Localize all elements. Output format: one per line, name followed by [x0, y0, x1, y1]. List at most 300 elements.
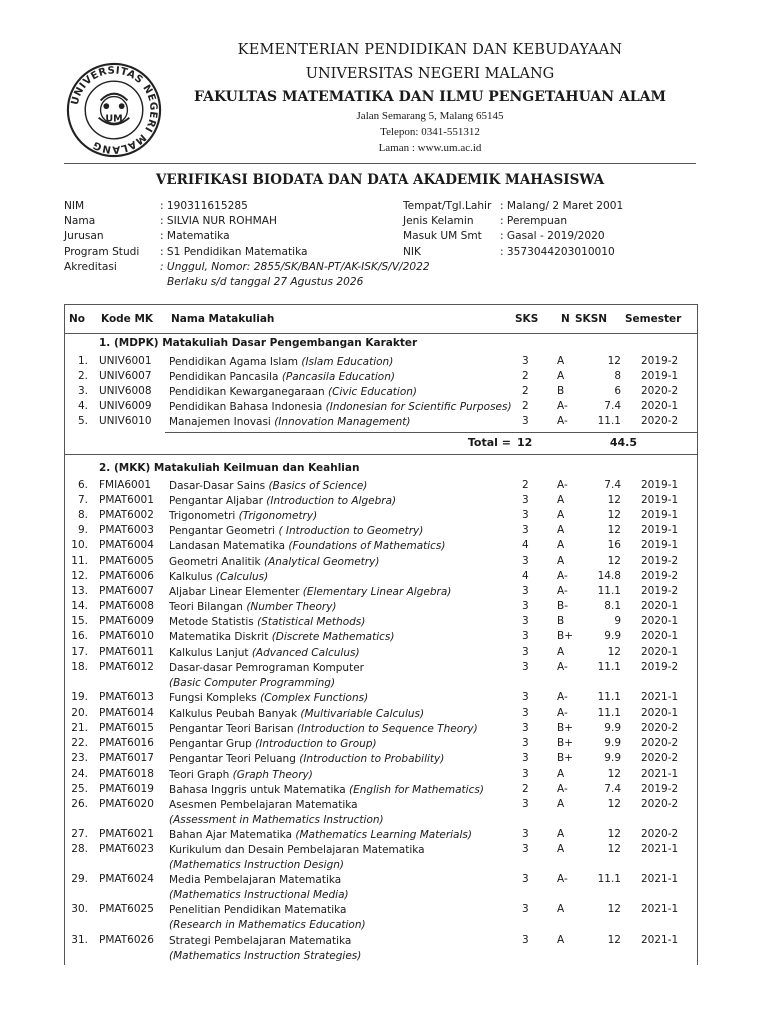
- cell-sks: 3: [522, 843, 529, 855]
- cell-nama: [169, 646, 514, 661]
- course-name-id: Bahan Ajar Matematika: [169, 829, 293, 841]
- bio-masuk: : Gasal - 2019/2020: [500, 230, 605, 242]
- cell-grade: A: [557, 509, 565, 521]
- course-name-id: Pengantar Teori Barisan: [169, 723, 294, 735]
- cell-kode: PMAT6011: [99, 646, 154, 658]
- course-name-en: (Elementary Linear Algebra): [302, 586, 452, 598]
- cell-sksn: 12: [607, 509, 621, 521]
- bio-ttl: : Malang/ 2 Maret 2001: [500, 200, 624, 212]
- cell-semester: 2020-1: [641, 615, 679, 627]
- cell-grade: A: [557, 494, 565, 506]
- cell-sksn: 16: [607, 539, 621, 551]
- cell-nama: [169, 524, 514, 539]
- cell-kode: PMAT6019: [99, 783, 154, 795]
- cell-no: 6.: [77, 479, 88, 491]
- cell-grade: A: [557, 555, 565, 567]
- course-name-id: Dasar-Dasar Sains: [169, 480, 266, 492]
- cell-nama: [169, 509, 514, 524]
- cell-semester: 2020-2: [641, 737, 679, 749]
- cell-sks: 3: [522, 494, 529, 506]
- cell-semester: 2020-2: [641, 798, 679, 810]
- cell-grade: A: [557, 798, 565, 810]
- table-header: [65, 305, 697, 334]
- cell-sks: 2: [522, 370, 529, 382]
- course-name-id: Media Pembelajaran Matematika: [169, 874, 342, 886]
- cell-semester: 2019-1: [641, 524, 679, 536]
- cell-kode: PMAT6008: [99, 600, 154, 612]
- document-title: VERIFIKASI BIODATA DAN DATA AKADEMIK MAHASISWA: [155, 172, 605, 188]
- cell-nama: [169, 934, 514, 964]
- bio-nim-label: NIM: [64, 200, 85, 212]
- cell-sks: 3: [522, 646, 529, 658]
- cell-sksn: 7.4: [604, 400, 621, 412]
- cell-sksn: 9.9: [604, 752, 621, 764]
- cell-no: 19.: [71, 691, 88, 703]
- course-name-en: (Trigonometry): [238, 510, 318, 522]
- cell-sks: 3: [522, 828, 529, 840]
- bio-akreditasi-label: Akreditasi: [64, 261, 117, 273]
- course-name-en: (Number Theory): [246, 601, 337, 613]
- cell-grade: A: [557, 768, 565, 780]
- cell-nama: [169, 370, 514, 385]
- cell-sks: 3: [522, 873, 529, 885]
- course-name-en: (Graph Theory): [232, 769, 313, 781]
- cell-sksn: 7.4: [604, 783, 621, 795]
- course-name-en: (Civic Education): [328, 386, 418, 398]
- cell-no: 22.: [71, 737, 88, 749]
- cell-sks: 3: [522, 691, 529, 703]
- total-label: Total =: [467, 436, 511, 449]
- cell-nama: [169, 600, 514, 615]
- cell-semester: 2021-1: [641, 768, 679, 780]
- cell-no: 20.: [71, 707, 88, 719]
- cell-nama: [169, 415, 514, 430]
- cell-kode: PMAT6007: [99, 585, 154, 597]
- course-name-en: (Introduction to Group): [255, 738, 377, 750]
- cell-grade: A-: [557, 783, 568, 795]
- cell-sksn: 12: [607, 768, 621, 780]
- cell-nama: [169, 479, 514, 494]
- course-name-id: Pendidikan Bahasa Indonesia: [169, 401, 323, 413]
- cell-grade: B: [557, 615, 565, 627]
- bio-nik-label: NIK: [403, 246, 421, 258]
- cell-nama: [169, 783, 514, 798]
- course-name-en: (Islam Education): [301, 356, 394, 368]
- cell-sksn: 12: [607, 555, 621, 567]
- bio-akreditasi: : Unggul, Nomor: 2855/SK/BAN-PT/AK-ISK/S/V/2022: [160, 261, 430, 273]
- cell-nama: [169, 737, 514, 752]
- course-name-id: Landasan Matematika: [169, 540, 286, 552]
- cell-grade: A-: [557, 873, 568, 885]
- section1-title: 1. (MDPK) Matakuliah Dasar Pengembangan Karakter: [99, 337, 418, 349]
- cell-nama: [169, 385, 514, 400]
- cell-sks: 3: [522, 415, 529, 427]
- cell-grade: A-: [557, 585, 568, 597]
- cell-no: 12.: [71, 570, 88, 582]
- cell-semester: 2019-2: [641, 661, 679, 673]
- cell-kode: UNIV6007: [99, 370, 152, 382]
- website: Laman : www.um.ac.id: [378, 142, 482, 154]
- th-sksn: SKSN: [575, 313, 608, 325]
- cell-semester: 2020-2: [641, 385, 679, 397]
- cell-kode: PMAT6005: [99, 555, 154, 567]
- course-name-id: Pendidikan Agama Islam: [169, 356, 298, 368]
- cell-semester: 2021-1: [641, 843, 679, 855]
- cell-nama: [169, 539, 514, 554]
- cell-sksn: 7.4: [604, 479, 621, 491]
- cell-sksn: 12: [607, 524, 621, 536]
- cell-sksn: 12: [607, 646, 621, 658]
- cell-sksn: 6: [614, 385, 621, 397]
- cell-no: 9.: [77, 524, 88, 536]
- cell-kode: PMAT6012: [99, 661, 154, 673]
- cell-kode: PMAT6023: [99, 843, 154, 855]
- course-name-id: Geometri Analitik: [169, 556, 261, 568]
- cell-kode: PMAT6020: [99, 798, 154, 810]
- cell-sksn: 11.1: [597, 415, 621, 427]
- cell-semester: 2020-1: [641, 600, 679, 612]
- cell-kode: FMIA6001: [99, 479, 152, 491]
- cell-nama: [169, 570, 514, 585]
- cell-semester: 2019-2: [641, 355, 679, 367]
- cell-no: 8.: [77, 509, 88, 521]
- cell-sksn: 12: [607, 798, 621, 810]
- cell-grade: A-: [557, 400, 568, 412]
- cell-kode: PMAT6003: [99, 524, 154, 536]
- cell-grade: A: [557, 828, 565, 840]
- cell-grade: A: [557, 355, 565, 367]
- cell-kode: PMAT6006: [99, 570, 154, 582]
- cell-no: 11.: [71, 555, 88, 567]
- cell-no: 27.: [71, 828, 88, 840]
- cell-grade: A: [557, 370, 565, 382]
- cell-nama: [169, 630, 514, 645]
- cell-sksn: 8: [614, 370, 621, 382]
- cell-kode: PMAT6015: [99, 722, 154, 734]
- cell-sksn: 12: [607, 828, 621, 840]
- course-name-en: (Analytical Geometry): [263, 556, 380, 568]
- section2-title: 2. (MKK) Matakuliah Keilmuan dan Keahlian: [99, 462, 360, 474]
- cell-sks: 3: [522, 934, 529, 946]
- cell-semester: 2019-2: [641, 585, 679, 597]
- cell-sks: 3: [522, 630, 529, 642]
- cell-grade: B: [557, 385, 565, 397]
- cell-sks: 3: [522, 615, 529, 627]
- course-name-en: (Basic Computer Programming): [169, 677, 336, 689]
- cell-sksn: 12: [607, 494, 621, 506]
- bio-nama: : SILVIA NUR ROHMAH: [160, 215, 277, 227]
- cell-grade: A-: [557, 707, 568, 719]
- cell-semester: 2020-2: [641, 722, 679, 734]
- bio-nim: : 190311615285: [160, 200, 248, 212]
- cell-no: 4.: [77, 400, 88, 412]
- th-nama: Nama Matakuliah: [171, 313, 275, 325]
- cell-sksn: 8.1: [604, 600, 621, 612]
- course-name-id: Kurikulum dan Desain Pembelajaran Matematika: [169, 844, 425, 856]
- address: Jalan Semarang 5, Malang 65145: [356, 110, 504, 122]
- course-name-id: Kalkulus Lanjut: [169, 647, 249, 659]
- cell-sksn: 12: [607, 843, 621, 855]
- course-name-id: Matematika Diskrit: [169, 631, 269, 643]
- cell-kode: PMAT6009: [99, 615, 154, 627]
- cell-kode: UNIV6001: [99, 355, 152, 367]
- cell-no: 14.: [71, 600, 88, 612]
- cell-no: 25.: [71, 783, 88, 795]
- cell-grade: A-: [557, 415, 568, 427]
- faculty-name: FAKULTAS MATEMATIKA DAN ILMU PENGETAHUAN ALAM: [193, 89, 667, 105]
- course-name-id: Kalkulus: [169, 571, 213, 583]
- th-kode: Kode MK: [101, 313, 154, 325]
- cell-sksn: 9: [614, 615, 621, 627]
- cell-semester: 2019-2: [641, 783, 679, 795]
- course-name-id: Kalkulus Peubah Banyak: [169, 708, 298, 720]
- cell-no: 18.: [71, 661, 88, 673]
- cell-semester: 2019-1: [641, 494, 679, 506]
- cell-nama: [169, 752, 514, 767]
- cell-sks: 3: [522, 585, 529, 597]
- cell-sksn: 9.9: [604, 722, 621, 734]
- cell-no: 1.: [77, 355, 88, 367]
- cell-semester: 2019-1: [641, 539, 679, 551]
- cell-kode: PMAT6014: [99, 707, 154, 719]
- cell-kode: PMAT6021: [99, 828, 154, 840]
- course-name-id: Fungsi Kompleks: [169, 692, 257, 704]
- th-n: N: [561, 313, 570, 325]
- cell-sks: 2: [522, 479, 529, 491]
- course-name-id: Pengantar Teori Peluang: [169, 753, 296, 765]
- logo-mark: UM: [105, 113, 123, 125]
- cell-semester: 2020-1: [641, 630, 679, 642]
- cell-grade: A: [557, 843, 565, 855]
- cell-sksn: 12: [607, 903, 621, 915]
- cell-grade: A: [557, 934, 565, 946]
- cell-sks: 4: [522, 539, 529, 551]
- cell-no: 13.: [71, 585, 88, 597]
- cell-no: 29.: [71, 873, 88, 885]
- course-name-id: Teori Bilangan: [169, 601, 243, 613]
- th-no: No: [69, 313, 86, 325]
- cell-no: 26.: [71, 798, 88, 810]
- cell-semester: 2019-1: [641, 479, 679, 491]
- cell-sks: 3: [522, 798, 529, 810]
- cell-sksn: 11.1: [597, 873, 621, 885]
- cell-semester: 2019-2: [641, 555, 679, 567]
- bio-jurusan-label: Jurusan: [64, 230, 104, 242]
- cell-sks: 3: [522, 661, 529, 673]
- cell-sks: 3: [522, 707, 529, 719]
- course-name-id: Bahasa Inggris untuk Matematika: [169, 784, 346, 796]
- cell-semester: 2020-2: [641, 752, 679, 764]
- cell-nama: [169, 691, 514, 706]
- cell-sks: 3: [522, 737, 529, 749]
- cell-semester: 2019-1: [641, 509, 679, 521]
- cell-grade: A-: [557, 570, 568, 582]
- section-divider: [65, 454, 697, 455]
- ministry-name: KEMENTERIAN PENDIDIKAN DAN KEBUDAYAAN: [237, 42, 623, 58]
- cell-no: 3.: [77, 385, 88, 397]
- course-name-en: (Statistical Methods): [257, 616, 366, 628]
- cell-grade: A: [557, 524, 565, 536]
- course-name-id: Pengantar Grup: [169, 738, 252, 750]
- bio-ttl-label: Tempat/Tgl.Lahir: [403, 200, 492, 212]
- cell-semester: 2020-2: [641, 828, 679, 840]
- course-name-en: (Advanced Calculus): [251, 647, 360, 659]
- cell-sksn: 11.1: [597, 691, 621, 703]
- cell-grade: A-: [557, 661, 568, 673]
- course-name-en: (Calculus): [215, 571, 269, 583]
- cell-sksn: 9.9: [604, 630, 621, 642]
- cell-sks: 3: [522, 355, 529, 367]
- cell-no: 17.: [71, 646, 88, 658]
- course-name-en: (Foundations of Mathematics): [288, 540, 446, 552]
- bio-berlaku: Berlaku s/d tanggal 27 Agustus 2026: [167, 276, 364, 288]
- total-sksn: 44.5: [609, 436, 637, 449]
- cell-sksn: 11.1: [597, 707, 621, 719]
- cell-nama: [169, 585, 514, 600]
- cell-no: 21.: [71, 722, 88, 734]
- cell-kode: UNIV6010: [99, 415, 152, 427]
- th-sks: SKS: [515, 313, 539, 325]
- cell-grade: A-: [557, 691, 568, 703]
- course-name-id: Aljabar Linear Elementer: [169, 586, 300, 598]
- cell-sks: 3: [522, 524, 529, 536]
- cell-semester: 2021-1: [641, 934, 679, 946]
- cell-semester: 2021-1: [641, 903, 679, 915]
- course-name-id: Pengantar Geometri: [169, 525, 276, 537]
- th-semester: Semester: [625, 313, 682, 325]
- cell-nama: [169, 873, 514, 903]
- cell-sksn: 12: [607, 355, 621, 367]
- cell-kode: PMAT6026: [99, 934, 154, 946]
- cell-grade: B+: [557, 752, 574, 764]
- cell-kode: PMAT6024: [99, 873, 154, 885]
- cell-kode: PMAT6016: [99, 737, 154, 749]
- cell-semester: 2019-2: [641, 570, 679, 582]
- cell-semester: 2020-1: [641, 646, 679, 658]
- total-divider: [165, 432, 697, 433]
- cell-nama: [169, 843, 514, 873]
- course-name-id: Asesmen Pembelajaran Matematika: [169, 799, 358, 811]
- cell-sks: 3: [522, 509, 529, 521]
- cell-sks: 2: [522, 400, 529, 412]
- cell-no: 23.: [71, 752, 88, 764]
- course-name-en: (Pancasila Education): [281, 371, 395, 383]
- cell-semester: 2020-1: [641, 400, 679, 412]
- course-name-id: Pendidikan Kewarganegaraan: [169, 386, 325, 398]
- course-name-en: (Multivariable Calculus): [300, 708, 425, 720]
- phone: Telepon: 0341-551312: [380, 126, 480, 138]
- cell-no: 5.: [77, 415, 88, 427]
- cell-sks: 4: [522, 570, 529, 582]
- bio-prodi-label: Program Studi: [64, 246, 140, 258]
- cell-no: 10.: [71, 539, 88, 551]
- cell-no: 16.: [71, 630, 88, 642]
- cell-no: 15.: [71, 615, 88, 627]
- course-name-id: Manajemen Inovasi: [169, 416, 271, 428]
- course-name-en: (Introduction to Algebra): [266, 495, 397, 507]
- cell-nama: [169, 828, 514, 843]
- cell-nama: [169, 615, 514, 630]
- course-name-en: (Mathematics Instructional Media): [169, 889, 349, 901]
- course-name-en: (Introduction to Probability): [299, 753, 445, 765]
- cell-sksn: 12: [607, 934, 621, 946]
- bio-jk: : Perempuan: [500, 215, 568, 227]
- cell-kode: PMAT6002: [99, 509, 154, 521]
- cell-semester: 2019-1: [641, 370, 679, 382]
- cell-no: 2.: [77, 370, 88, 382]
- course-name-en: (Discrete Mathematics): [271, 631, 395, 643]
- cell-sks: 3: [522, 555, 529, 567]
- cell-kode: PMAT6025: [99, 903, 154, 915]
- cell-sks: 3: [522, 903, 529, 915]
- cell-kode: PMAT6001: [99, 494, 154, 506]
- cell-grade: A-: [557, 479, 568, 491]
- transcript-table: [64, 304, 698, 965]
- cell-nama: [169, 768, 514, 783]
- cell-sksn: 11.1: [597, 585, 621, 597]
- cell-nama: [169, 400, 514, 415]
- cell-kode: PMAT6004: [99, 539, 154, 551]
- cell-sks: 3: [522, 600, 529, 612]
- course-name-id: Pendidikan Pancasila: [169, 371, 279, 383]
- cell-sks: 3: [522, 722, 529, 734]
- course-name-en: (Mathematics Instruction Strategies): [169, 950, 362, 962]
- course-name-en: (Complex Functions): [260, 692, 369, 704]
- course-name-id: Strategi Pembelajaran Matematika: [169, 935, 352, 947]
- cell-grade: B-: [557, 600, 568, 612]
- cell-sks: 2: [522, 783, 529, 795]
- cell-kode: PMAT6017: [99, 752, 154, 764]
- cell-kode: PMAT6013: [99, 691, 154, 703]
- cell-kode: PMAT6018: [99, 768, 154, 780]
- cell-nama: [169, 555, 514, 570]
- cell-semester: 2020-2: [641, 415, 679, 427]
- cell-nama: [169, 661, 514, 691]
- bio-jk-label: Jenis Kelamin: [403, 215, 474, 227]
- cell-kode: UNIV6008: [99, 385, 152, 397]
- cell-sks: 3: [522, 752, 529, 764]
- bio-masuk-label: Masuk UM Smt: [403, 230, 482, 242]
- cell-no: 30.: [71, 903, 88, 915]
- course-name-en: (English for Mathematics): [349, 784, 484, 796]
- course-name-en: (Mathematics Learning Materials): [295, 829, 472, 841]
- course-name-id: Dasar-dasar Pemrograman Komputer: [169, 662, 364, 674]
- cell-semester: 2021-1: [641, 691, 679, 703]
- cell-nama: [169, 722, 514, 737]
- course-name-en: (Research in Mathematics Education): [169, 919, 366, 931]
- bio-nik: : 3573044203010010: [500, 246, 615, 258]
- cell-grade: A: [557, 539, 565, 551]
- course-name-en: (Innovation Management): [274, 416, 411, 428]
- bio-jurusan: : Matematika: [160, 230, 230, 242]
- course-name-id: Pengantar Aljabar: [169, 495, 263, 507]
- cell-grade: B+: [557, 737, 574, 749]
- course-name-en: (Indonesian for Scientific Purposes): [325, 401, 512, 413]
- logo-ring-text: UNIVERSITAS NEGERI MALANG: [69, 65, 159, 155]
- cell-grade: B+: [557, 630, 574, 642]
- cell-sks: 3: [522, 768, 529, 780]
- cell-grade: A: [557, 646, 565, 658]
- svg-text:UNIVERSITAS NEGERI MALANG: [70, 65, 159, 154]
- cell-sksn: 14.8: [597, 570, 621, 582]
- cell-grade: B+: [557, 722, 574, 734]
- cell-no: 28.: [71, 843, 88, 855]
- cell-nama: [169, 798, 514, 828]
- cell-nama: [169, 903, 514, 933]
- total-sks: 12: [517, 436, 533, 449]
- bio-nama-label: Nama: [64, 215, 96, 227]
- cell-sksn: 11.1: [597, 661, 621, 673]
